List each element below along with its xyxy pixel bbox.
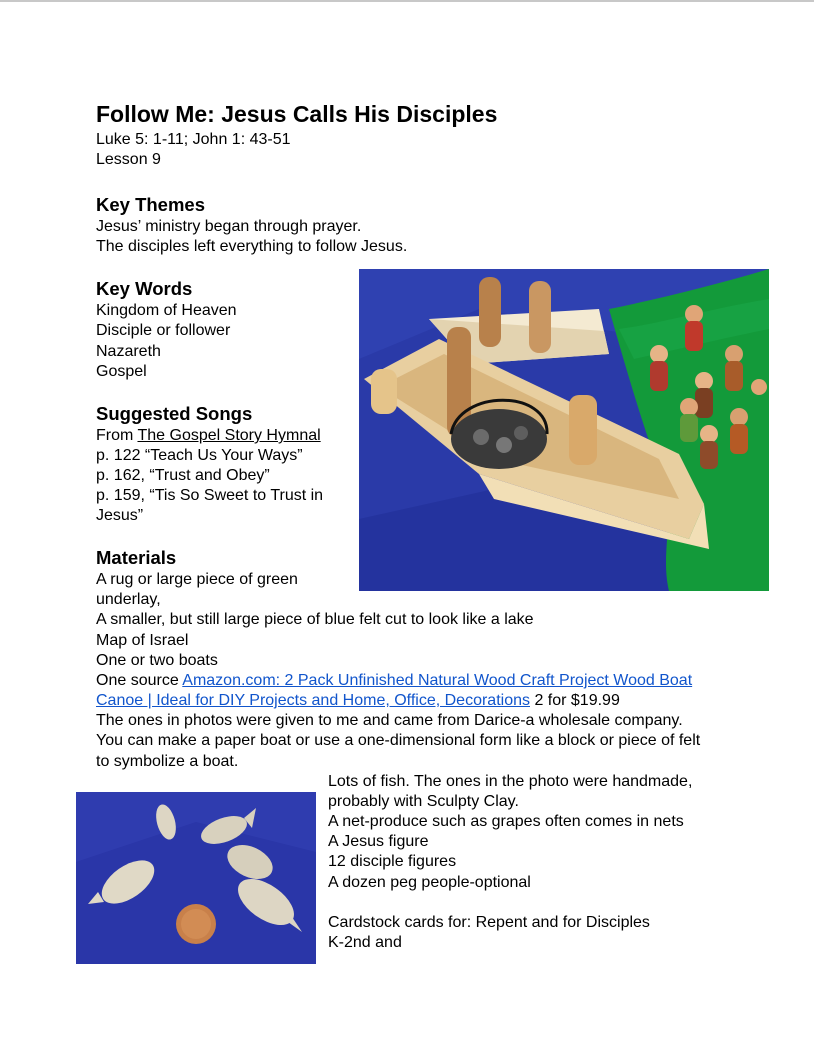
song-line: Jesus”: [96, 507, 144, 524]
songs-from-label: From: [96, 427, 138, 444]
materials-heading: Materials: [96, 547, 177, 568]
material-line: One or two boats: [96, 652, 218, 669]
material-line: probably with Sculpty Clay.: [328, 793, 519, 810]
clay-fish-photo: [76, 792, 316, 964]
price-text: 2 for $19.99: [530, 692, 620, 709]
material-note-line: The ones in photos were given to me and came from Darice-a wholesale company.: [96, 712, 683, 729]
song-line: p. 162, “Trust and Obey”: [96, 467, 270, 484]
key-word-item: Nazareth: [96, 343, 161, 360]
scripture-reference: Luke 5: 1-11; John 1: 43-51: [96, 131, 291, 148]
song-line: p. 159, “Tis So Sweet to Trust in: [96, 487, 324, 504]
material-line: Lots of fish. The ones in the photo were handmade,: [328, 773, 693, 790]
key-themes-heading: Key Themes: [96, 194, 205, 215]
material-note-line: You can make a paper boat or use a one-dimensional form like a block or piece of felt: [96, 732, 701, 749]
songs-source-line: [96, 426, 321, 446]
lesson-number: Lesson 9: [96, 151, 161, 168]
key-word-item: Kingdom of Heaven: [96, 302, 237, 319]
material-line: A rug or large piece of green: [96, 571, 298, 588]
key-words-heading: Key Words: [96, 278, 193, 299]
key-theme-line: Jesus’ ministry began through prayer.: [96, 218, 362, 235]
page-title: Follow Me: Jesus Calls His Disciples: [96, 101, 498, 127]
material-line: Map of Israel: [96, 632, 189, 649]
songs-heading: Suggested Songs: [96, 403, 253, 424]
source-label: One source: [96, 672, 183, 689]
amazon-boat-link[interactable]: Canoe | Ideal for DIY Projects and Home, Office, Decorations: [96, 692, 530, 709]
material-line: A net-produce such as grapes often comes in nets: [328, 813, 684, 830]
material-note-line: to symbolize a boat.: [96, 753, 239, 770]
key-word-item: Gospel: [96, 363, 147, 380]
material-line: A smaller, but still large piece of blue felt cut to look like a lake: [96, 611, 534, 628]
boats-photo: [359, 269, 769, 591]
key-theme-line: The disciples left everything to follow Jesus.: [96, 238, 408, 255]
top-rule: [0, 0, 814, 2]
material-line: K-2nd and: [328, 934, 402, 951]
hymnal-title: The Gospel Story Hymnal: [137, 427, 321, 444]
material-source-line: [96, 691, 620, 711]
song-line: p. 122 “Teach Us Your Ways”: [96, 447, 303, 464]
material-line: A dozen peg people-optional: [328, 874, 531, 891]
material-line: 12 disciple figures: [328, 853, 457, 870]
material-line: A Jesus figure: [328, 833, 429, 850]
amazon-boat-link[interactable]: Amazon.com: 2 Pack Unfinished Natural Wood Craft Project Wood Boat: [182, 672, 693, 689]
material-source-line: [96, 671, 692, 691]
material-line: Cardstock cards for: Repent and for Disciples: [328, 914, 650, 931]
material-line: underlay,: [96, 591, 161, 608]
key-word-item: Disciple or follower: [96, 322, 231, 339]
